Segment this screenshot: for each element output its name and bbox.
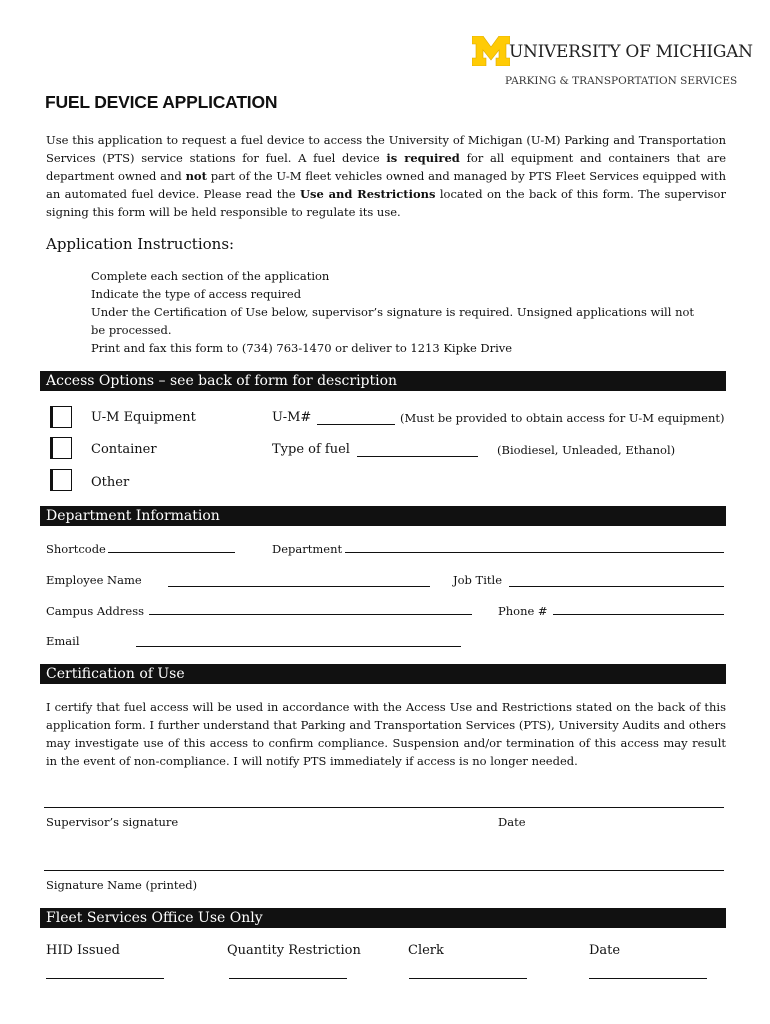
fuel-type-field[interactable] — [357, 456, 478, 457]
container-checkbox[interactable] — [50, 437, 72, 459]
supervisor-signature-field[interactable] — [44, 807, 724, 808]
block-m-logo — [472, 36, 510, 66]
intro-text-4: located on the back of this form. The supervisor signing this form will be held responsible to regulate its use. — [46, 187, 726, 219]
university-name: UNIVERSITY OF MICHIGAN — [509, 42, 753, 62]
intro-text-3: part of the U-M fleet vehicles owned and managed by PTS Fleet Services equipped with an automated fuel device. Please read the — [46, 169, 726, 201]
instruction-item-continued: be processed. — [91, 323, 172, 337]
office-date-field[interactable] — [589, 978, 707, 979]
department-name: PARKING & TRANSPORTATION SERVICES — [505, 75, 738, 87]
job-title-field[interactable] — [509, 586, 724, 587]
intro-bold-required: is required — [386, 151, 460, 165]
um-number-field[interactable] — [317, 424, 395, 425]
quantity-restriction-field[interactable] — [229, 978, 347, 979]
instruction-item: Under the Certification of Use below, supervisor’s signature is required. Unsigned applications will not — [91, 305, 695, 319]
department-info-bar: Department Information — [40, 506, 726, 526]
intro-bold-use: Use and Restrictions — [300, 187, 436, 201]
hid-issued-field[interactable] — [46, 978, 164, 979]
fuel-type-label: Type of fuel — [272, 442, 350, 457]
clerk-label: Clerk — [408, 943, 444, 958]
office-date-label: Date — [589, 943, 621, 958]
intro-text-2: for all equipment and containers that are department owned and — [46, 151, 726, 183]
equipment-label: U-M Equipment — [91, 410, 196, 425]
employee-name-field[interactable] — [168, 586, 430, 587]
instruction-item: Print and fax this form to (734) 763-1470 or deliver to 1213 Kipke Drive — [91, 341, 513, 355]
intro-paragraph — [46, 131, 726, 221]
page-title: FUEL DEVICE APPLICATION — [45, 92, 278, 112]
um-number-label: U-M# — [272, 410, 312, 425]
shortcode-field[interactable] — [108, 552, 235, 553]
campus-address-label: Campus Address — [46, 604, 145, 618]
hid-issued-label: HID Issued — [46, 943, 120, 958]
instruction-item: Complete each section of the application — [91, 269, 330, 283]
container-label: Container — [91, 442, 157, 457]
campus-address-field[interactable] — [149, 614, 472, 615]
department-field[interactable] — [345, 552, 724, 553]
signature-date-label: Date — [498, 815, 526, 829]
employee-name-label: Employee Name — [46, 573, 142, 587]
email-label: Email — [46, 634, 80, 648]
intro-bold-not: not — [185, 169, 207, 183]
shortcode-label: Shortcode — [46, 542, 106, 556]
phone-label: Phone # — [498, 604, 548, 618]
certification-text: I certify that fuel access will be used in accordance with the Access Use and Restrictions stated on the back of this application form. I further understand that Parking and Transportation Services (PTS), University Audits and others may investigate use of this access to confirm compliance. Suspension and/or termination of this access may result in the event of non-compliance. I will notify PTS immediately if access is no longer needed. — [46, 700, 726, 768]
signature-name-field[interactable] — [44, 870, 724, 871]
instructions-heading: Application Instructions: — [46, 235, 235, 253]
signature-name-label: Signature Name (printed) — [46, 878, 198, 892]
fuel-type-note: (Biodiesel, Unleaded, Ethanol) — [497, 443, 676, 457]
email-field[interactable] — [136, 646, 461, 647]
block-m-icon — [472, 36, 510, 66]
instruction-item: Indicate the type of access required — [91, 287, 302, 301]
equipment-checkbox[interactable] — [50, 406, 72, 428]
certification-bar: Certification of Use — [40, 664, 726, 684]
job-title-label: Job Title — [453, 573, 503, 587]
intro-text-1: Use this application to request a fuel device to access the University of Michigan (U-M) Parking and Transportation Services (PTS) service stations for fuel. A fuel device — [46, 133, 726, 165]
phone-field[interactable] — [553, 614, 724, 615]
other-label: Other — [91, 475, 130, 490]
um-number-note: (Must be provided to obtain access for U-M equipment) — [400, 411, 725, 425]
clerk-field[interactable] — [409, 978, 527, 979]
department-label: Department — [272, 542, 343, 556]
access-options-bar: Access Options – see back of form for description — [40, 371, 726, 391]
university-logo — [472, 36, 753, 88]
quantity-restriction-label: Quantity Restriction — [227, 943, 361, 958]
other-checkbox[interactable] — [50, 469, 72, 491]
office-use-bar: Fleet Services Office Use Only — [40, 908, 726, 928]
supervisor-signature-label: Supervisor’s signature — [46, 815, 179, 829]
